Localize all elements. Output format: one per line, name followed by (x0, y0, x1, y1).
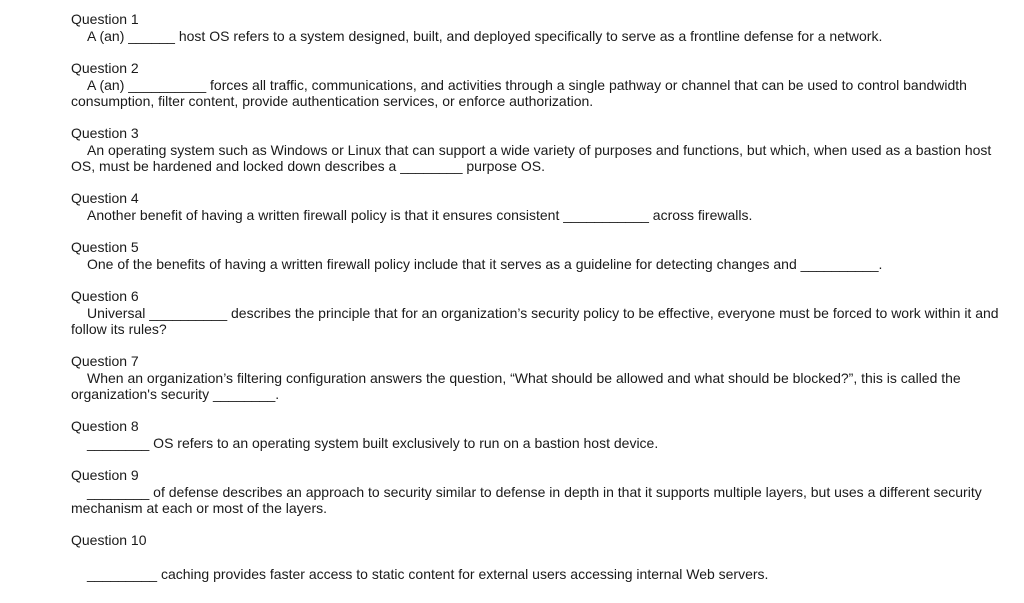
question-4-text-after: across firewalls. (648, 206, 753, 223)
question-3-text (71, 142, 1001, 175)
question-5 (71, 239, 1001, 272)
question-8-title: Question 8 (71, 418, 139, 434)
question-2-blank: __________ (128, 76, 207, 93)
question-1-blank: ______ (128, 27, 175, 44)
question-4-title: Question 4 (71, 190, 139, 206)
question-8-text-after: OS refers to an operating system built exclusively to run on a bastion host device. (149, 434, 659, 451)
question-3-title: Question 3 (71, 125, 139, 141)
question-2 (71, 60, 1001, 110)
question-7-text (71, 370, 1001, 403)
question-2-text-after: forces all traffic, communications, and activities through a single pathway or channel that can be used to control bandwidth consumption, filter content, provide authentication services, or enforce authorization. (71, 76, 967, 109)
question-1-text (71, 28, 1001, 45)
question-9-text-after: of defense describes an approach to security similar to defense in depth in that it supports multiple layers, but uses a different security mechanism at each or most of the layers. (71, 483, 982, 516)
question-10-title: Question 10 (71, 532, 147, 548)
question-9-blank: ________ (87, 483, 150, 500)
question-5-text-before: One of the benefits of having a written firewall policy include that it serves as a guideline for detecting changes and (87, 255, 801, 272)
question-8-text (71, 435, 1001, 452)
question-2-text-before: A (an) (87, 76, 129, 93)
question-6-title: Question 6 (71, 288, 139, 304)
question-6-text-before: Universal (87, 304, 150, 321)
question-6-text (71, 305, 1001, 338)
question-4-text (71, 207, 1001, 224)
question-7-blank: ________ (212, 386, 276, 402)
question-10-text-after: caching provides faster access to static content for external users accessing internal Web servers. (157, 565, 769, 582)
question-6-blank: __________ (149, 304, 228, 321)
question-2-text (71, 77, 1001, 110)
question-4 (71, 190, 1001, 223)
question-6-text-after: describes the principle that for an organization’s security policy to be effective, everyone must be forced to work within it and follow its rules? (71, 304, 999, 337)
question-7 (71, 353, 1001, 403)
question-8 (71, 418, 1001, 451)
question-10 (71, 532, 1001, 582)
question-9-title: Question 9 (71, 467, 139, 483)
question-5-blank: __________ (800, 255, 879, 272)
question-5-text (71, 256, 1001, 273)
question-7-title: Question 7 (71, 353, 139, 369)
question-9 (71, 467, 1001, 517)
question-4-text-before: Another benefit of having a written firewall policy is that it ensures consistent (87, 206, 564, 223)
question-5-text-after: . (878, 255, 883, 272)
question-3-text-after: purpose OS. (462, 158, 545, 174)
question-1 (71, 11, 1001, 44)
question-10-blank: _________ (87, 565, 158, 582)
question-9-text (71, 484, 1001, 517)
question-5-title: Question 5 (71, 239, 139, 255)
question-3-blank: ________ (400, 158, 463, 174)
question-1-text-before: A (an) (87, 27, 129, 44)
question-1-text-after: host OS refers to a system designed, built, and deployed specifically to serve as a frontline defense for a network. (174, 27, 883, 44)
question-1-title: Question 1 (71, 11, 139, 27)
question-3 (71, 125, 1001, 175)
question-4-blank: ___________ (563, 206, 649, 223)
question-3-text-before: An operating system such as Windows or Linux that can support a wide variety of purposes and functions, but which, when used as a bastion host OS, must be hardened and locked down describes a (71, 141, 992, 174)
question-7-text-after: . (275, 386, 280, 402)
question-2-title: Question 2 (71, 60, 139, 76)
question-6 (71, 288, 1001, 338)
question-8-blank: ________ (87, 434, 150, 451)
question-10-text (71, 566, 1001, 583)
question-7-text-before: When an organization’s filtering configuration answers the question, “What should be allowed and what should be blocked?”, this is called the organization's security (71, 369, 961, 402)
